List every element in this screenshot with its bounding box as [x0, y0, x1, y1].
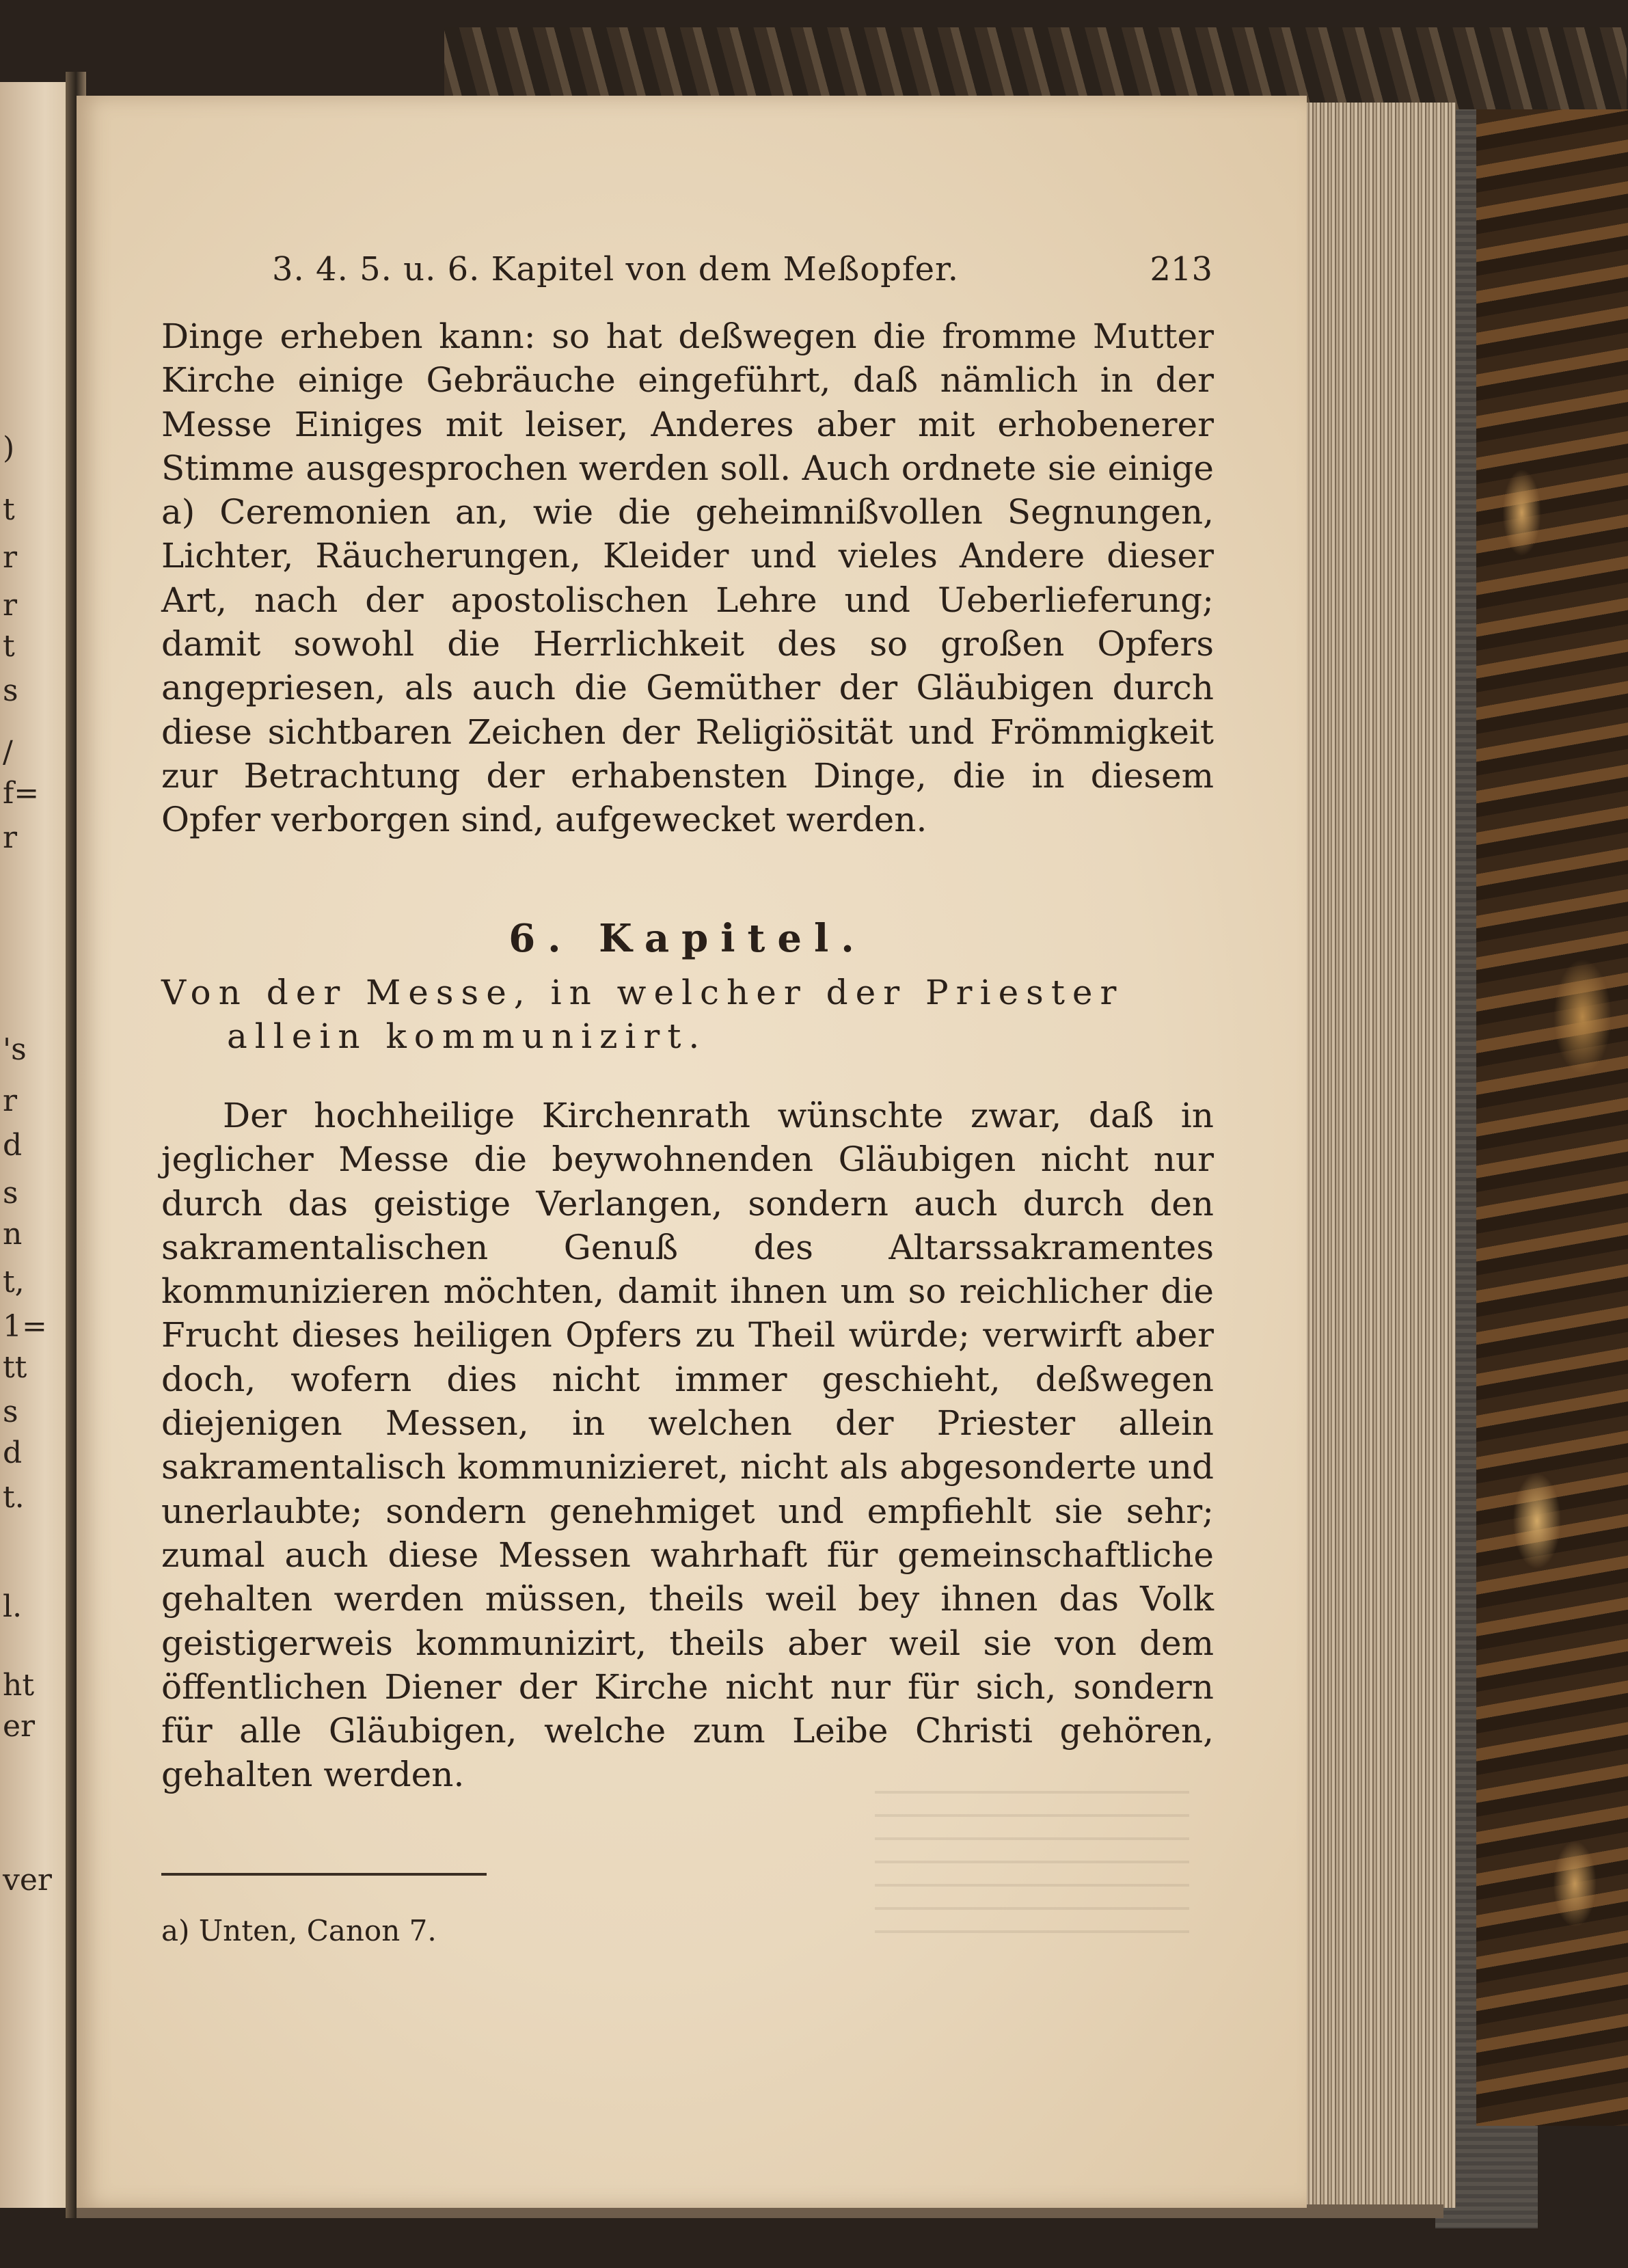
left-fragment: t.: [3, 1480, 25, 1515]
left-fragment: s: [3, 1394, 18, 1429]
left-fragment: ): [3, 431, 15, 465]
left-fragment: t: [3, 629, 15, 664]
left-fragment: ht: [3, 1668, 35, 1703]
left-fragment: r: [3, 588, 18, 623]
left-fragment: 1=: [3, 1309, 47, 1344]
page-number: 213: [1150, 250, 1212, 288]
left-fragment: tt: [3, 1350, 27, 1385]
left-fragment: r: [3, 1083, 18, 1118]
left-fragment: s: [3, 1176, 18, 1211]
chapter-subtitle-line2: allein kommunizirt.: [227, 1016, 707, 1056]
left-fragment: d: [3, 1435, 23, 1470]
left-fragment: d: [3, 1128, 23, 1163]
footnote-rule: [161, 1873, 487, 1876]
running-head: [272, 250, 1212, 288]
left-fragment: er: [3, 1709, 36, 1744]
left-fragment: r: [3, 540, 18, 575]
left-fragment: 's: [3, 1032, 27, 1067]
paragraph-private-mass: [161, 1094, 1214, 1797]
left-fragment: s: [3, 673, 18, 708]
left-fragment: t: [3, 492, 15, 527]
show-through-ghost-text: [875, 1791, 1189, 1941]
running-head-title: 3. 4. 5. u. 6. Kapitel von dem Meßopfer.: [272, 250, 959, 288]
left-fragment: f=: [3, 776, 40, 811]
chapter-heading: 6. Kapitel.: [508, 916, 867, 961]
left-fragment: l.: [3, 1589, 23, 1624]
paragraph-private-mass-text: Der hochheilige Kirchenrath wünschte zwar, daß in jeglicher Messe die beywohnenden Gläubigen nicht nur durch das geistige Verlangen, sondern auch durch den sakramentalischen Genuß des Altarssakramentes kommunizieren möchten, damit ihnen um so reichlicher die Frucht dieses heiligen Opfers zu Theil würde; verwirft aber doch, wofern dies nicht immer geschieht, deßwegen diejenigen Messen, in welchen der Priester allein sakramentalisch kommunizieret, nicht als abgesonderte und unerlaubte; sondern genehmiget und empfiehlt sie sehr; zumal auch diese Messen wahrhaft für gemeinschaftliche gehalten werden müssen, theils weil bey ihnen das Volk geistigerweis kommunizirt, theils aber weil sie von dem öffentlichen Diener der Kirche nicht nur für sich, sondern für alle Gläubigen, welche zum Leibe Christi gehören, gehalten werden.: [161, 1096, 1214, 1795]
footnote: a) Unten, Canon 7.: [161, 1914, 437, 1947]
chapter-subtitle: [161, 971, 1214, 1058]
book-cover-marbled: [1476, 109, 1628, 2126]
left-fragment: /: [3, 735, 13, 770]
left-fragment: n: [3, 1217, 23, 1252]
chapter-subtitle-line1: Von der Messe, in welcher der Priester: [161, 973, 1124, 1012]
page-block-edges: [1299, 103, 1456, 2208]
left-fragment: ver: [3, 1863, 52, 1898]
left-fragment: t,: [3, 1265, 25, 1299]
paragraph-ceremonies: Dinge erheben kann: so hat deßwegen die fromme Mutter Kirche einige Gebräuche eingeführt, daß nämlich in der Messe Einiges mit leiser, Anderes aber mit erhobenerer Stimme ausgesprochen werden soll. Auch ordnete sie einige a) Ceremonien an, wie die geheimnißvollen Segnungen, Lichter, Räucherungen, Kleider und vieles Andere dieser Art, nach der apostolischen Lehre und Ueberlieferung; damit sowohl die Herrlichkeit des so großen Opfers angepriesen, als auch die Gemüther der Gläubigen durch diese sichtbaren Zeichen der Religiösität und Frömmigkeit zur Betrachtung der erhabensten Dinge, die in diesem Opfer verborgen sind, aufgewecket werden.: [161, 316, 1214, 840]
left-fragment: r: [3, 820, 18, 855]
